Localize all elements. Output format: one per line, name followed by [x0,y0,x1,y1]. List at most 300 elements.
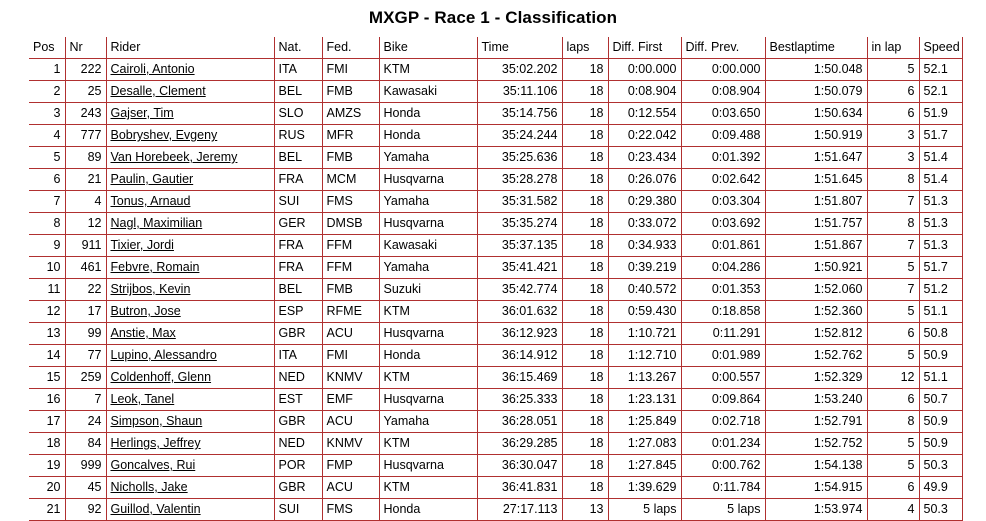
cell-time: 36:14.912 [477,345,562,367]
rider-link[interactable]: Guillod, Valentin [110,502,201,516]
cell-fed: FMI [322,345,379,367]
cell-rider[interactable] [106,499,274,521]
cell-rider[interactable] [106,59,274,81]
cell-fed: MCM [322,169,379,191]
table-row [29,433,962,455]
cell-inlap: 6 [867,389,919,411]
cell-nr: 999 [65,455,106,477]
cell-pos: 8 [29,213,65,235]
cell-fed: ACU [322,323,379,345]
cell-best: 1:51.647 [765,147,867,169]
cell-nr: 12 [65,213,106,235]
table-row [29,499,962,521]
cell-time: 35:02.202 [477,59,562,81]
cell-bike: Honda [379,103,477,125]
rider-link[interactable]: Herlings, Jeffrey [110,436,201,450]
cell-dprev: 0:02.718 [681,411,765,433]
cell-laps: 18 [562,301,608,323]
rider-link[interactable]: Febvre, Romain [110,260,200,274]
cell-dprev: 0:01.234 [681,433,765,455]
cell-fed: FMS [322,499,379,521]
cell-inlap: 8 [867,169,919,191]
cell-best: 1:52.752 [765,433,867,455]
cell-dfirst: 0:23.434 [608,147,681,169]
cell-speed: 51.3 [919,213,962,235]
cell-rider[interactable] [106,279,274,301]
cell-rider[interactable] [106,81,274,103]
cell-laps: 18 [562,147,608,169]
cell-nat: GBR [274,477,322,499]
cell-fed: EMF [322,389,379,411]
table-row [29,389,962,411]
cell-rider[interactable] [106,191,274,213]
cell-best: 1:50.634 [765,103,867,125]
rider-link[interactable]: Goncalves, Rui [110,458,196,472]
cell-time: 35:35.274 [477,213,562,235]
table-row [29,213,962,235]
cell-dfirst: 1:13.267 [608,367,681,389]
cell-best: 1:50.048 [765,59,867,81]
table-row [29,301,962,323]
table-row [29,169,962,191]
cell-bike: Honda [379,125,477,147]
cell-dprev: 0:04.286 [681,257,765,279]
cell-dprev: 0:02.642 [681,169,765,191]
cell-nat: RUS [274,125,322,147]
cell-speed: 51.1 [919,301,962,323]
cell-inlap: 8 [867,411,919,433]
table-row [29,191,962,213]
cell-pos: 3 [29,103,65,125]
cell-nat: GER [274,213,322,235]
table-row [29,257,962,279]
cell-dprev: 5 laps [681,499,765,521]
cell-rider[interactable] [106,389,274,411]
cell-dfirst: 0:33.072 [608,213,681,235]
cell-pos: 20 [29,477,65,499]
cell-best: 1:51.807 [765,191,867,213]
table-row [29,59,962,81]
classification-table-container [0,37,986,521]
cell-nr: 99 [65,323,106,345]
cell-pos: 16 [29,389,65,411]
cell-dprev: 0:09.488 [681,125,765,147]
column-header-inlap[interactable]: in lap [867,37,919,59]
cell-best: 1:52.060 [765,279,867,301]
cell-fed: ACU [322,411,379,433]
rider-link[interactable]: Butron, Jose [110,304,181,318]
cell-nat: BEL [274,279,322,301]
cell-rider[interactable] [106,301,274,323]
cell-time: 35:11.106 [477,81,562,103]
cell-dfirst: 1:12.710 [608,345,681,367]
cell-speed: 50.3 [919,499,962,521]
cell-fed: FMS [322,191,379,213]
cell-nr: 21 [65,169,106,191]
cell-dfirst: 5 laps [608,499,681,521]
cell-bike: Honda [379,345,477,367]
cell-laps: 18 [562,191,608,213]
cell-dprev: 0:01.861 [681,235,765,257]
cell-time: 36:25.333 [477,389,562,411]
cell-speed: 52.1 [919,59,962,81]
cell-speed: 51.7 [919,125,962,147]
cell-bike: Husqvarna [379,213,477,235]
cell-laps: 18 [562,345,608,367]
cell-rider[interactable] [106,103,274,125]
rider-link[interactable]: Nagl, Maximilian [110,216,203,230]
cell-nr: 222 [65,59,106,81]
cell-dfirst: 1:10.721 [608,323,681,345]
cell-fed: FMP [322,455,379,477]
cell-speed: 50.9 [919,345,962,367]
cell-nr: 461 [65,257,106,279]
cell-inlap: 3 [867,125,919,147]
cell-speed: 49.9 [919,477,962,499]
header-row [29,37,962,59]
cell-nr: 17 [65,301,106,323]
rider-link[interactable]: Tonus, Arnaud [110,194,191,208]
cell-dprev: 0:01.353 [681,279,765,301]
page-title: MXGP - Race 1 - Classification [368,8,618,27]
cell-speed: 51.9 [919,103,962,125]
cell-pos: 14 [29,345,65,367]
cell-bike: KTM [379,433,477,455]
cell-inlap: 5 [867,455,919,477]
cell-laps: 18 [562,411,608,433]
cell-inlap: 6 [867,81,919,103]
cell-fed: FMB [322,147,379,169]
cell-rider[interactable] [106,433,274,455]
cell-rider[interactable] [106,455,274,477]
column-header-pos[interactable]: Pos [29,37,65,59]
cell-dprev: 0:03.650 [681,103,765,125]
cell-pos: 17 [29,411,65,433]
rider-link[interactable]: Coldenhoff, Glenn [110,370,212,384]
cell-dfirst: 0:29.380 [608,191,681,213]
cell-bike: Suzuki [379,279,477,301]
cell-fed: DMSB [322,213,379,235]
cell-nr: 89 [65,147,106,169]
column-header-best[interactable]: Bestlaptime [765,37,867,59]
cell-nr: 4 [65,191,106,213]
cell-best: 1:51.757 [765,213,867,235]
cell-inlap: 5 [867,301,919,323]
cell-inlap: 6 [867,477,919,499]
cell-inlap: 7 [867,235,919,257]
cell-time: 36:12.923 [477,323,562,345]
cell-laps: 18 [562,455,608,477]
cell-best: 1:53.974 [765,499,867,521]
cell-time: 27:17.113 [477,499,562,521]
cell-laps: 18 [562,169,608,191]
cell-time: 36:28.051 [477,411,562,433]
rider-link[interactable]: Van Horebeek, Jeremy [110,150,238,164]
column-header-speed[interactable]: Speed [919,37,962,59]
cell-best: 1:52.762 [765,345,867,367]
cell-dfirst: 0:22.042 [608,125,681,147]
cell-inlap: 7 [867,279,919,301]
cell-nat: EST [274,389,322,411]
cell-best: 1:52.329 [765,367,867,389]
cell-laps: 18 [562,279,608,301]
cell-nat: ITA [274,59,322,81]
cell-laps: 18 [562,323,608,345]
rider-link[interactable]: Anstie, Max [110,326,176,340]
cell-bike: KTM [379,59,477,81]
cell-dprev: 0:00.557 [681,367,765,389]
cell-rider[interactable] [106,169,274,191]
cell-pos: 6 [29,169,65,191]
column-header-dfirst[interactable]: Diff. First [608,37,681,59]
cell-inlap: 6 [867,323,919,345]
cell-speed: 52.1 [919,81,962,103]
cell-pos: 1 [29,59,65,81]
rider-link[interactable]: Paulin, Gautier [110,172,194,186]
cell-laps: 18 [562,477,608,499]
cell-pos: 4 [29,125,65,147]
cell-best: 1:53.240 [765,389,867,411]
cell-dprev: 0:01.392 [681,147,765,169]
cell-pos: 12 [29,301,65,323]
cell-laps: 18 [562,59,608,81]
cell-nat: GBR [274,323,322,345]
cell-rider[interactable] [106,345,274,367]
cell-nr: 911 [65,235,106,257]
cell-time: 35:41.421 [477,257,562,279]
column-header-nr[interactable]: Nr [65,37,106,59]
cell-inlap: 6 [867,103,919,125]
cell-nat: FRA [274,235,322,257]
cell-nr: 259 [65,367,106,389]
column-header-laps[interactable]: laps [562,37,608,59]
cell-rider[interactable] [106,477,274,499]
cell-dprev: 0:03.692 [681,213,765,235]
cell-nr: 243 [65,103,106,125]
cell-dprev: 0:08.904 [681,81,765,103]
cell-dfirst: 1:27.845 [608,455,681,477]
cell-dfirst: 0:40.572 [608,279,681,301]
cell-nr: 22 [65,279,106,301]
cell-fed: MFR [322,125,379,147]
cell-dprev: 0:18.858 [681,301,765,323]
cell-nr: 777 [65,125,106,147]
cell-speed: 50.8 [919,323,962,345]
cell-best: 1:50.079 [765,81,867,103]
column-header-rider[interactable]: Rider [106,37,274,59]
cell-speed: 51.3 [919,191,962,213]
rider-link[interactable]: Strijbos, Kevin [110,282,191,296]
rider-link[interactable]: Desalle, Clement [110,84,206,98]
cell-pos: 18 [29,433,65,455]
cell-fed: FFM [322,235,379,257]
cell-laps: 18 [562,81,608,103]
cell-time: 36:41.831 [477,477,562,499]
cell-rider[interactable] [106,411,274,433]
cell-best: 1:51.867 [765,235,867,257]
cell-rider[interactable] [106,257,274,279]
cell-nat: NED [274,433,322,455]
cell-inlap: 5 [867,433,919,455]
table-row [29,411,962,433]
cell-rider[interactable] [106,235,274,257]
cell-speed: 51.7 [919,257,962,279]
cell-speed: 50.9 [919,411,962,433]
cell-time: 35:42.774 [477,279,562,301]
cell-fed: ACU [322,477,379,499]
cell-nr: 77 [65,345,106,367]
rider-link[interactable]: Nicholls, Jake [110,480,188,494]
cell-bike: Husqvarna [379,169,477,191]
cell-pos: 5 [29,147,65,169]
cell-speed: 50.7 [919,389,962,411]
cell-bike: KTM [379,301,477,323]
cell-laps: 18 [562,125,608,147]
cell-rider[interactable] [106,147,274,169]
cell-inlap: 5 [867,257,919,279]
cell-nat: GBR [274,411,322,433]
cell-best: 1:52.812 [765,323,867,345]
cell-pos: 11 [29,279,65,301]
cell-nat: BEL [274,147,322,169]
table-row [29,81,962,103]
column-header-time[interactable]: Time [477,37,562,59]
cell-speed: 51.4 [919,147,962,169]
rider-link[interactable]: Leok, Tanel [110,392,175,406]
cell-dprev: 0:00.000 [681,59,765,81]
cell-dprev: 0:09.864 [681,389,765,411]
cell-nat: POR [274,455,322,477]
cell-rider[interactable] [106,213,274,235]
cell-speed: 50.9 [919,433,962,455]
cell-best: 1:50.919 [765,125,867,147]
cell-nat: BEL [274,81,322,103]
cell-inlap: 7 [867,191,919,213]
cell-bike: Husqvarna [379,389,477,411]
cell-bike: KTM [379,367,477,389]
cell-fed: FMI [322,59,379,81]
table-body [29,59,962,521]
rider-link[interactable]: Cairoli, Antonio [110,62,195,76]
cell-rider[interactable] [106,323,274,345]
cell-laps: 18 [562,257,608,279]
cell-time: 35:25.636 [477,147,562,169]
cell-bike: Husqvarna [379,455,477,477]
cell-dfirst: 0:39.219 [608,257,681,279]
column-header-fed[interactable]: Fed. [322,37,379,59]
cell-nat: FRA [274,169,322,191]
cell-time: 35:28.278 [477,169,562,191]
cell-dfirst: 0:34.933 [608,235,681,257]
rider-link[interactable]: Gajser, Tim [110,106,174,120]
table-row [29,477,962,499]
column-header-nat[interactable]: Nat. [274,37,322,59]
cell-speed: 51.2 [919,279,962,301]
cell-fed: FFM [322,257,379,279]
cell-bike: Yamaha [379,257,477,279]
cell-nat: NED [274,367,322,389]
cell-nr: 92 [65,499,106,521]
cell-best: 1:54.138 [765,455,867,477]
cell-dfirst: 1:27.083 [608,433,681,455]
cell-time: 36:01.632 [477,301,562,323]
cell-bike: Yamaha [379,191,477,213]
cell-laps: 18 [562,213,608,235]
cell-rider[interactable] [106,367,274,389]
rider-link[interactable]: Bobryshev, Evgeny [110,128,218,142]
cell-inlap: 4 [867,499,919,521]
cell-pos: 9 [29,235,65,257]
cell-nr: 7 [65,389,106,411]
cell-fed: RFME [322,301,379,323]
cell-pos: 2 [29,81,65,103]
cell-time: 36:15.469 [477,367,562,389]
cell-speed: 51.1 [919,367,962,389]
cell-bike: Honda [379,499,477,521]
column-header-bike[interactable]: Bike [379,37,477,59]
cell-laps: 18 [562,433,608,455]
rider-link[interactable]: Simpson, Shaun [110,414,203,428]
column-header-dprev[interactable]: Diff. Prev. [681,37,765,59]
cell-rider[interactable] [106,125,274,147]
table-header [29,37,962,59]
cell-fed: KNMV [322,433,379,455]
cell-dprev: 0:00.762 [681,455,765,477]
cell-nat: ITA [274,345,322,367]
cell-bike: Husqvarna [379,323,477,345]
cell-dfirst: 0:08.904 [608,81,681,103]
cell-pos: 15 [29,367,65,389]
cell-nr: 24 [65,411,106,433]
cell-nat: ESP [274,301,322,323]
cell-best: 1:54.915 [765,477,867,499]
table-row [29,345,962,367]
rider-link[interactable]: Lupino, Alessandro [110,348,217,362]
cell-pos: 10 [29,257,65,279]
cell-laps: 18 [562,367,608,389]
cell-pos: 19 [29,455,65,477]
cell-dfirst: 1:39.629 [608,477,681,499]
table-row [29,125,962,147]
cell-nr: 45 [65,477,106,499]
cell-nr: 25 [65,81,106,103]
cell-best: 1:50.921 [765,257,867,279]
cell-best: 1:51.645 [765,169,867,191]
cell-time: 35:24.244 [477,125,562,147]
table-row [29,455,962,477]
cell-speed: 51.4 [919,169,962,191]
cell-time: 36:29.285 [477,433,562,455]
cell-laps: 13 [562,499,608,521]
cell-dprev: 0:01.989 [681,345,765,367]
cell-fed: KNMV [322,367,379,389]
cell-bike: Kawasaki [379,81,477,103]
cell-dprev: 0:03.304 [681,191,765,213]
rider-link[interactable]: Tixier, Jordi [110,238,174,252]
cell-nat: SUI [274,191,322,213]
cell-dfirst: 1:25.849 [608,411,681,433]
cell-time: 35:14.756 [477,103,562,125]
classification-table [29,37,963,521]
cell-pos: 21 [29,499,65,521]
cell-bike: KTM [379,477,477,499]
cell-dfirst: 0:26.076 [608,169,681,191]
cell-inlap: 5 [867,345,919,367]
table-row [29,103,962,125]
cell-dfirst: 0:59.430 [608,301,681,323]
cell-laps: 18 [562,389,608,411]
cell-nat: FRA [274,257,322,279]
